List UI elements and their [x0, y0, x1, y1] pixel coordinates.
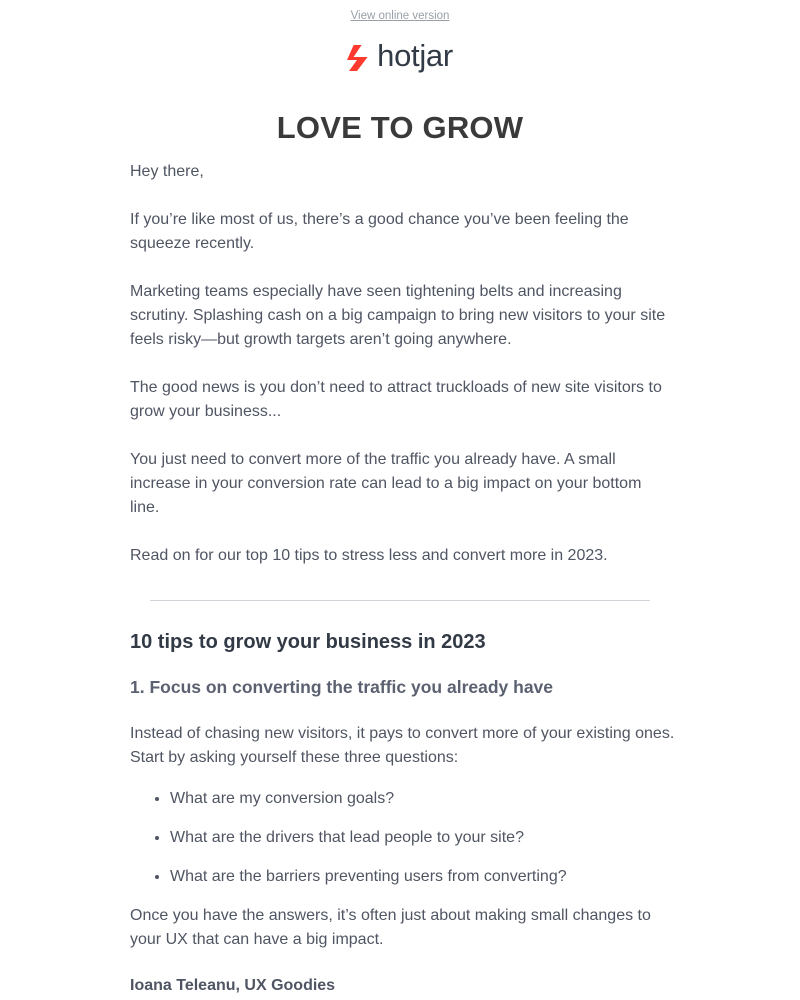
tip-1-outro: Once you have the answers, it’s often just about making small changes to your UX that can have a big impact.	[130, 907, 651, 948]
tip-1-question-list	[130, 787, 710, 904]
tips-heading: 10 tips to grow your business in 2023	[130, 631, 486, 653]
email-title: LOVE TO GROW	[276, 110, 524, 145]
intro-paragraph-4: You just need to convert more of the traffic you already have. A small increase in your conversion rate can lead to a big impact on your bottom line.	[130, 451, 642, 516]
intro-paragraph-1: If you’re like most of us, there’s a good chance you’ve been feeling the squeeze recently.	[130, 211, 629, 252]
hotjar-logo[interactable]	[0, 40, 800, 76]
intro-paragraph-2: Marketing teams especially have seen tightening belts and increasing scrutiny. Splashing cash on a big campaign to bring new visitors to your site feels risky—but growth targets aren’t going anywhere.	[130, 283, 666, 348]
list-item: • What are the barriers preventing users from converting?	[170, 865, 710, 904]
logo-wordmark: hotjar	[377, 38, 453, 73]
list-item: • What are my conversion goals?	[170, 787, 710, 826]
tip-1-heading: 1. Focus on converting the traffic you already have	[130, 677, 554, 697]
list-item: • What are the drivers that lead people to your site?	[170, 826, 710, 865]
intro-paragraph-5: Read on for our top 10 tips to stress less and convert more in 2023.	[130, 547, 608, 564]
section-divider	[150, 600, 650, 601]
hotjar-flame-icon	[347, 43, 371, 73]
greeting-text: Hey there,	[130, 163, 204, 180]
view-online-link[interactable]: View online version	[350, 10, 450, 22]
tip-1-author: Ioana Teleanu, UX Goodies	[130, 977, 336, 994]
tip-1-intro: Instead of chasing new visitors, it pays to convert more of your existing ones. Start by asking yourself these three questions:	[130, 725, 675, 766]
intro-paragraph-3: The good news is you don’t need to attract truckloads of new site visitors to grow your business...	[130, 379, 662, 420]
